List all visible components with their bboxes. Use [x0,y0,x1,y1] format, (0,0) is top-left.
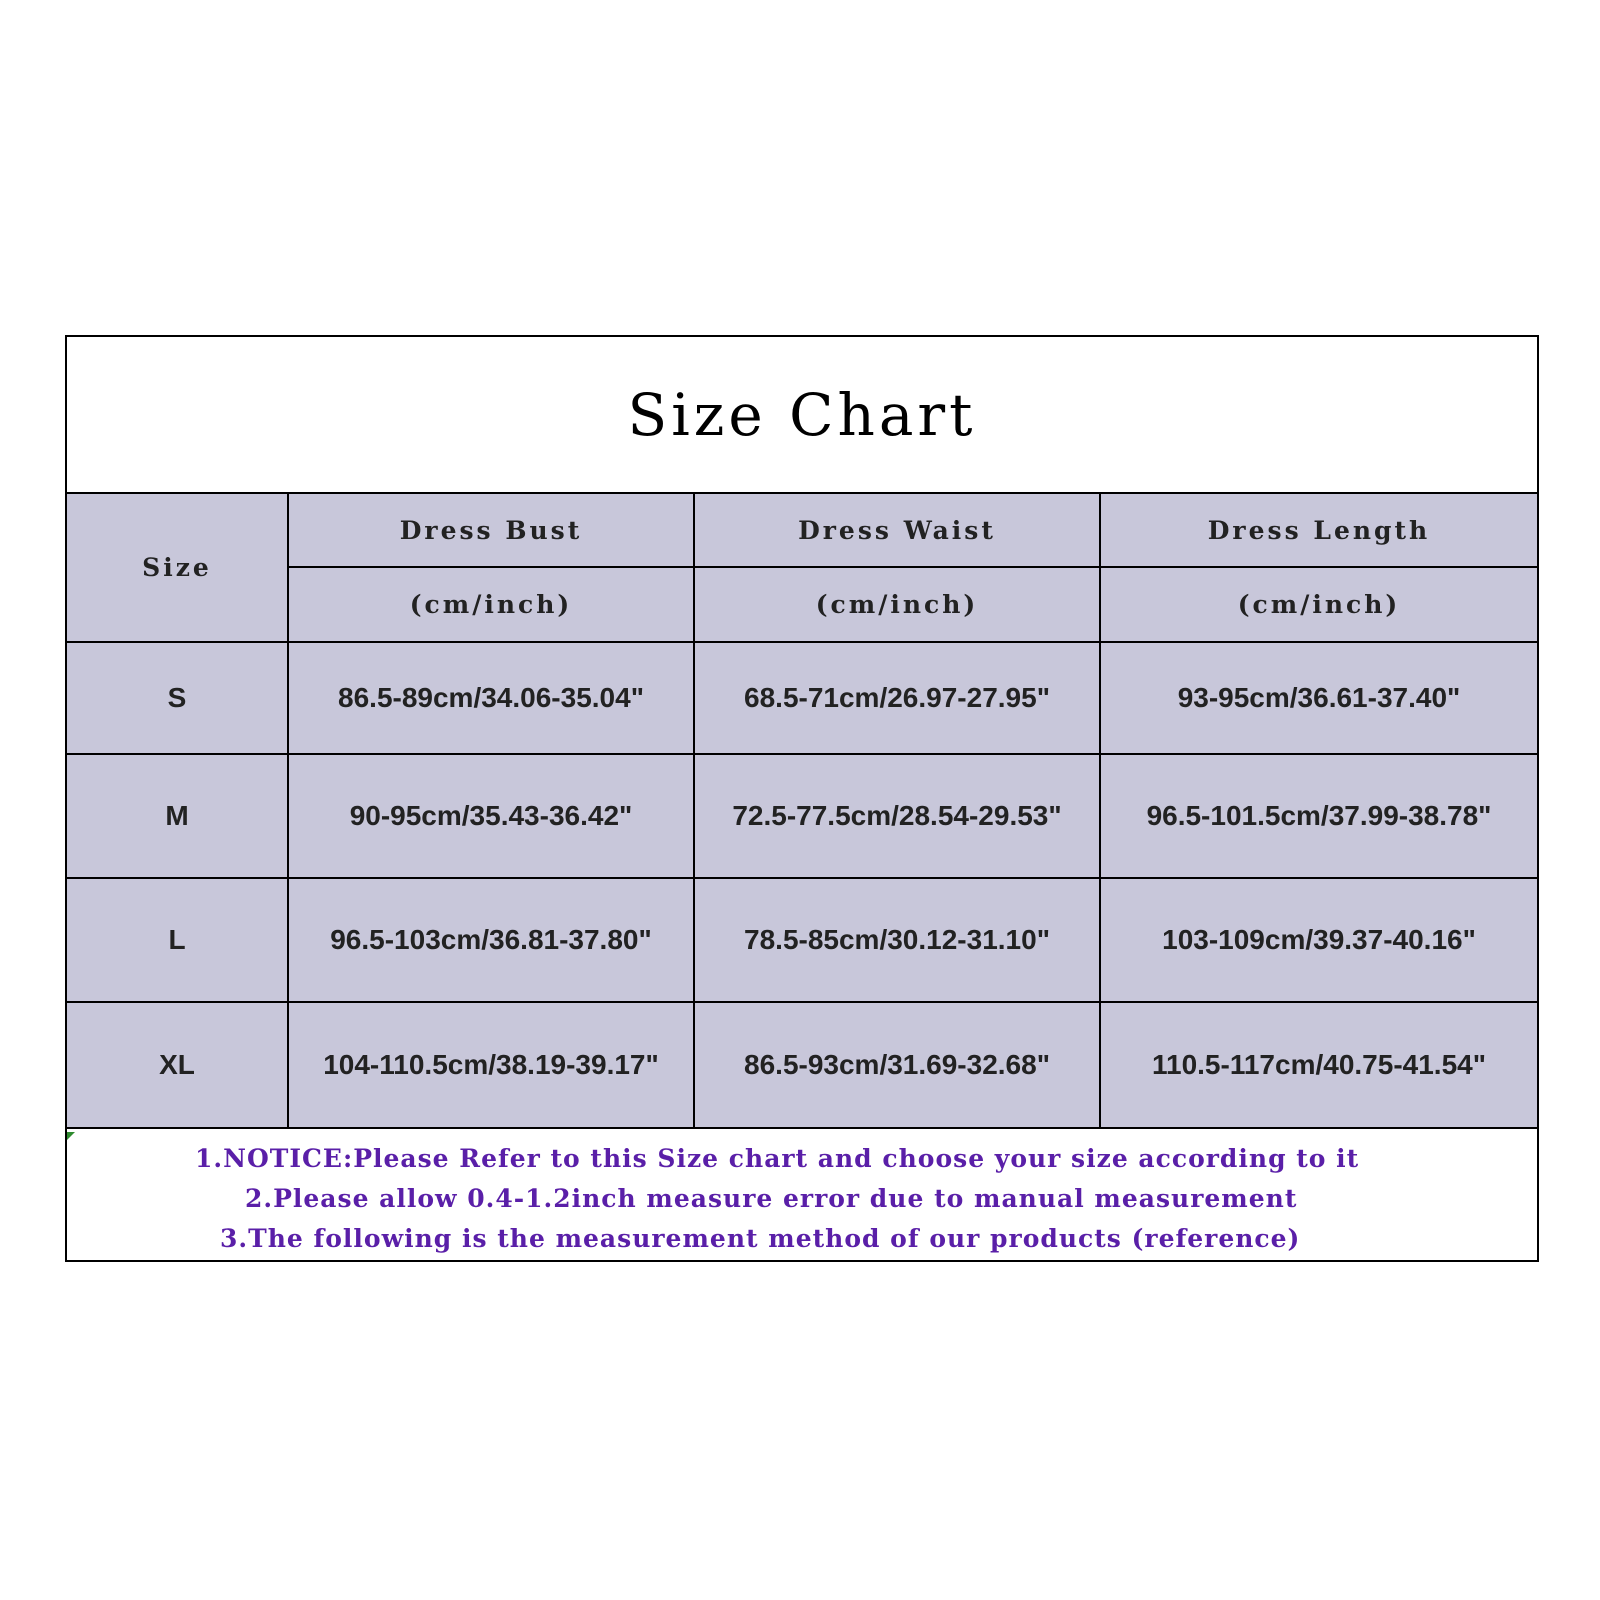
bust-cell: 86.5-89cm/34.06-35.04" [288,642,694,754]
size-chart [65,335,1539,1262]
size-table [67,494,1537,1129]
size-cell: S [67,642,288,754]
note-3: 3.The following is the measurement method of our products (reference) [220,1224,1301,1253]
table-row [67,642,1537,754]
table-row [67,1002,1537,1128]
bust-header: Dress Bust [288,494,694,567]
waist-cell: 68.5-71cm/26.97-27.95" [694,642,1100,754]
waist-unit: (cm/inch) [694,567,1100,642]
notes [67,1132,1537,1260]
bust-unit: (cm/inch) [288,567,694,642]
size-cell: M [67,754,288,878]
length-cell: 93-95cm/36.61-37.40" [1100,642,1537,754]
table-row [67,878,1537,1002]
waist-header: Dress Waist [694,494,1100,567]
bust-cell: 96.5-103cm/36.81-37.80" [288,878,694,1002]
header-row-units [67,567,1537,642]
table-row [67,754,1537,878]
size-cell: L [67,878,288,1002]
length-cell: 96.5-101.5cm/37.99-38.78" [1100,754,1537,878]
length-unit: (cm/inch) [1100,567,1537,642]
length-cell: 110.5-117cm/40.75-41.54" [1100,1002,1537,1128]
length-cell: 103-109cm/39.37-40.16" [1100,878,1537,1002]
note-1: 1.NOTICE:Please Refer to this Size chart and choose your size according to it [195,1144,1360,1173]
size-cell: XL [67,1002,288,1128]
waist-cell: 78.5-85cm/30.12-31.10" [694,878,1100,1002]
bust-cell: 104-110.5cm/38.19-39.17" [288,1002,694,1128]
chart-title: Size Chart [67,337,1537,494]
size-header: Size [67,494,288,642]
waist-cell: 72.5-77.5cm/28.54-29.53" [694,754,1100,878]
waist-cell: 86.5-93cm/31.69-32.68" [694,1002,1100,1128]
header-row-names [67,494,1537,567]
bust-cell: 90-95cm/35.43-36.42" [288,754,694,878]
note-2: 2.Please allow 0.4-1.2inch measure error due to manual measurement [245,1184,1298,1213]
length-header: Dress Length [1100,494,1537,567]
